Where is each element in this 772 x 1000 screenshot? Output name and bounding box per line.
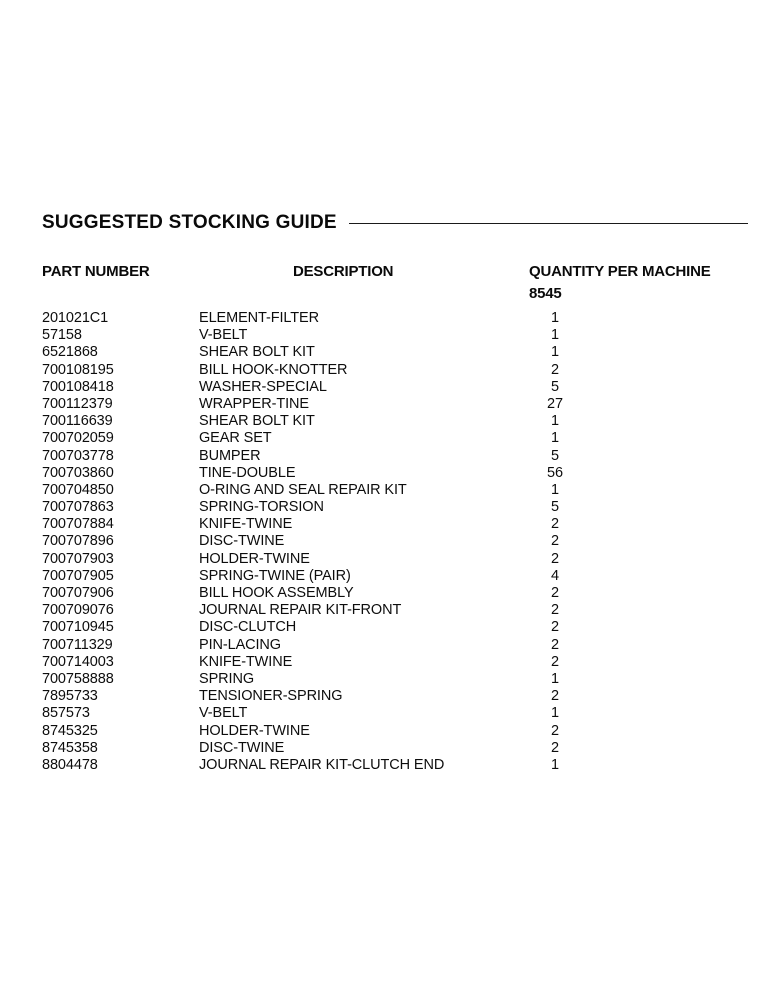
cell-quantity: 2 xyxy=(551,739,559,756)
cell-part-number: 8745325 xyxy=(42,722,98,739)
cell-part-number: 57158 xyxy=(42,327,82,344)
table-row xyxy=(0,568,772,585)
cell-quantity: 2 xyxy=(551,550,559,567)
cell-part-number: 6521868 xyxy=(42,344,98,361)
cell-part-number: 700709076 xyxy=(42,602,114,619)
cell-quantity: 2 xyxy=(551,361,559,378)
cell-description: WASHER-SPECIAL xyxy=(199,378,327,395)
table-row xyxy=(0,551,772,568)
cell-quantity: 2 xyxy=(551,619,559,636)
cell-quantity: 2 xyxy=(551,585,559,601)
cell-part-number: 700116639 xyxy=(42,413,113,430)
cell-description: BUMPER xyxy=(199,447,261,464)
cell-part-number: 700707905 xyxy=(42,567,114,584)
cell-quantity: 1 xyxy=(551,756,559,773)
column-header-part-number: PART NUMBER xyxy=(42,263,150,280)
cell-part-number: 700703778 xyxy=(42,447,114,464)
cell-description: SPRING xyxy=(199,670,254,687)
cell-part-number: 700710945 xyxy=(42,619,114,636)
cell-quantity: 1 xyxy=(551,413,559,430)
cell-description: SPRING-TORSION xyxy=(199,499,324,516)
column-header-description: DESCRIPTION xyxy=(293,263,394,280)
cell-part-number: 700703860 xyxy=(42,464,114,481)
table-row xyxy=(0,637,772,654)
table-row xyxy=(0,430,772,447)
cell-description: SPRING-TWINE (PAIR) xyxy=(199,567,351,584)
cell-description: WRAPPER-TINE xyxy=(199,395,309,412)
cell-part-number: 700108418 xyxy=(42,378,114,395)
cell-quantity: 1 xyxy=(551,481,559,498)
cell-description: KNIFE-TWINE xyxy=(199,653,293,670)
page-title: SUGGESTED STOCKING GUIDE xyxy=(42,211,337,233)
table-row xyxy=(0,362,772,379)
cell-part-number: 700707863 xyxy=(42,499,114,516)
cell-part-number: 201021C1 xyxy=(42,310,109,326)
table-row xyxy=(0,602,772,619)
cell-quantity: 2 xyxy=(551,602,559,619)
cell-quantity: 1 xyxy=(551,344,559,361)
cell-description: PIN-LACING xyxy=(199,636,281,653)
table-row xyxy=(0,723,772,740)
cell-description: SHEAR BOLT KIT xyxy=(199,344,315,361)
cell-quantity: 2 xyxy=(551,653,559,670)
table-header-row xyxy=(0,262,772,308)
cell-part-number: 700758888 xyxy=(42,670,114,687)
cell-description: JOURNAL REPAIR KIT-CLUTCH END xyxy=(199,756,445,773)
table-row xyxy=(0,396,772,413)
cell-quantity: 2 xyxy=(551,636,559,653)
table-row xyxy=(0,482,772,499)
table-row xyxy=(0,654,772,671)
cell-description: V-BELT xyxy=(199,327,248,344)
table-row xyxy=(0,671,772,688)
cell-quantity: 1 xyxy=(551,705,559,722)
table-body xyxy=(0,310,772,774)
cell-description: KNIFE-TWINE xyxy=(199,516,293,533)
table-row xyxy=(0,413,772,430)
cell-description: BILL HOOK-KNOTTER xyxy=(199,361,348,378)
cell-description: HOLDER-TWINE xyxy=(199,550,310,567)
table-row xyxy=(0,740,772,757)
cell-description: V-BELT xyxy=(199,705,248,722)
table-row xyxy=(0,533,772,550)
cell-quantity: 27 xyxy=(547,395,563,412)
cell-quantity: 2 xyxy=(551,533,559,550)
cell-part-number: 700702059 xyxy=(42,430,114,447)
cell-part-number: 700714003 xyxy=(42,653,114,670)
cell-description: DISC-TWINE xyxy=(199,533,285,550)
cell-part-number: 700704850 xyxy=(42,481,114,498)
cell-part-number: 857573 xyxy=(42,705,90,722)
document-title-row xyxy=(42,208,748,236)
cell-description: ELEMENT-FILTER xyxy=(199,310,319,326)
cell-description: DISC-TWINE xyxy=(199,739,285,756)
cell-quantity: 2 xyxy=(551,722,559,739)
table-row xyxy=(0,379,772,396)
table-row xyxy=(0,465,772,482)
cell-description: SHEAR BOLT KIT xyxy=(199,413,315,430)
cell-part-number: 700112379 xyxy=(42,395,113,412)
table-row xyxy=(0,344,772,361)
cell-quantity: 1 xyxy=(551,670,559,687)
table-row xyxy=(0,705,772,722)
table-row xyxy=(0,310,772,327)
table-row xyxy=(0,327,772,344)
cell-quantity: 5 xyxy=(551,447,559,464)
cell-part-number: 700707903 xyxy=(42,550,114,567)
cell-part-number: 700711329 xyxy=(42,636,113,653)
cell-quantity: 2 xyxy=(551,516,559,533)
cell-quantity: 56 xyxy=(547,464,563,481)
cell-part-number: 700707906 xyxy=(42,585,114,601)
table-row xyxy=(0,757,772,774)
cell-description: DISC-CLUTCH xyxy=(199,619,297,636)
table-row xyxy=(0,585,772,602)
cell-quantity: 1 xyxy=(551,430,559,447)
cell-part-number: 8804478 xyxy=(42,756,98,773)
cell-description: O-RING AND SEAL REPAIR KIT xyxy=(199,481,407,498)
cell-quantity: 1 xyxy=(551,310,559,326)
column-header-quantity-per-machine: QUANTITY PER MACHINE xyxy=(529,263,711,280)
cell-quantity: 4 xyxy=(551,567,559,584)
cell-description: TENSIONER-SPRING xyxy=(199,688,343,705)
title-divider-rule xyxy=(349,223,748,224)
cell-description: JOURNAL REPAIR KIT-FRONT xyxy=(199,602,402,619)
table-row xyxy=(0,516,772,533)
cell-quantity: 1 xyxy=(551,327,559,344)
table-row xyxy=(0,619,772,636)
cell-quantity: 5 xyxy=(551,499,559,516)
cell-description: BILL HOOK ASSEMBLY xyxy=(199,585,354,601)
cell-part-number: 700707896 xyxy=(42,533,114,550)
cell-quantity: 2 xyxy=(551,688,559,705)
cell-description: GEAR SET xyxy=(199,430,272,447)
cell-part-number: 7895733 xyxy=(42,688,98,705)
cell-part-number: 8745358 xyxy=(42,739,98,756)
table-row xyxy=(0,499,772,516)
cell-description: TINE-DOUBLE xyxy=(199,464,296,481)
cell-quantity: 5 xyxy=(551,378,559,395)
column-header-machine-model: 8545 xyxy=(529,285,562,302)
cell-description: HOLDER-TWINE xyxy=(199,722,310,739)
cell-part-number: 700108195 xyxy=(42,361,114,378)
cell-part-number: 700707884 xyxy=(42,516,114,533)
table-row xyxy=(0,448,772,465)
table-row xyxy=(0,688,772,705)
